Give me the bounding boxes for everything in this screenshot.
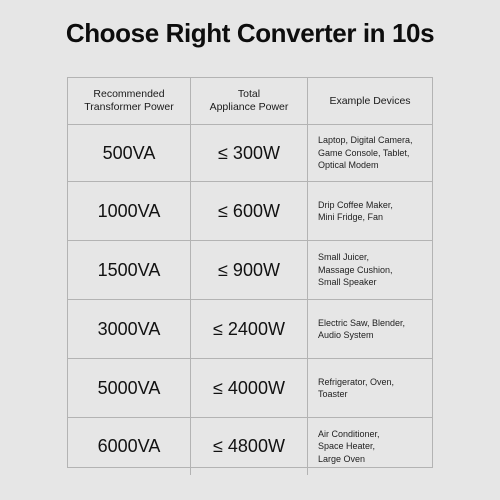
- header-transformer-power: [68, 78, 191, 125]
- transformer-value: 3000VA: [68, 300, 191, 359]
- device-line: Space Heater,: [318, 441, 376, 452]
- transformer-value: 5000VA: [68, 359, 191, 418]
- appliance-value: ≤ 600W: [191, 182, 308, 241]
- transformer-value: 1000VA: [68, 182, 191, 241]
- header-example-devices: Example Devices: [308, 78, 432, 125]
- device-line: Optical Modem: [318, 160, 379, 171]
- device-line: Toaster: [318, 389, 348, 399]
- devices-cell: [308, 241, 432, 300]
- device-line: Massage Cushion,: [318, 264, 393, 275]
- device-line: Small Speaker: [318, 277, 377, 288]
- header-appliance-line2: Appliance Power: [209, 101, 289, 113]
- device-line: Audio System: [318, 330, 374, 340]
- transformer-value: 500VA: [68, 125, 191, 182]
- converter-table: [67, 77, 433, 468]
- device-line: Large Oven: [318, 453, 366, 464]
- header-appliance-power: [191, 78, 308, 125]
- device-line: Drip Coffee Maker,: [318, 199, 393, 210]
- header-appliance-line1: Total: [237, 88, 261, 100]
- device-line: Electric Saw, Blender,: [318, 317, 406, 328]
- appliance-value: ≤ 4800W: [191, 418, 308, 475]
- appliance-value: ≤ 900W: [191, 241, 308, 300]
- device-line: Laptop, Digital Camera,: [318, 135, 413, 146]
- devices-cell: [308, 300, 432, 359]
- header-transformer-line1: Recommended: [93, 88, 165, 100]
- appliance-value: ≤ 2400W: [191, 300, 308, 359]
- transformer-value: 1500VA: [68, 241, 191, 300]
- device-line: Air Conditioner,: [318, 428, 380, 439]
- devices-cell: [308, 125, 432, 182]
- appliance-value: ≤ 300W: [191, 125, 308, 182]
- device-line: Refrigerator, Oven,: [318, 376, 395, 387]
- device-line: Small Juicer,: [318, 252, 370, 263]
- device-line: Mini Fridge, Fan: [318, 212, 384, 222]
- device-line: Game Console, Tablet,: [318, 147, 410, 158]
- transformer-value: 6000VA: [68, 418, 191, 475]
- devices-cell: [308, 418, 432, 475]
- header-transformer-line2: Transformer Power: [84, 101, 174, 113]
- page-title: Choose Right Converter in 10s: [65, 18, 435, 48]
- devices-cell: [308, 182, 432, 241]
- devices-cell: [308, 359, 432, 418]
- appliance-value: ≤ 4000W: [191, 359, 308, 418]
